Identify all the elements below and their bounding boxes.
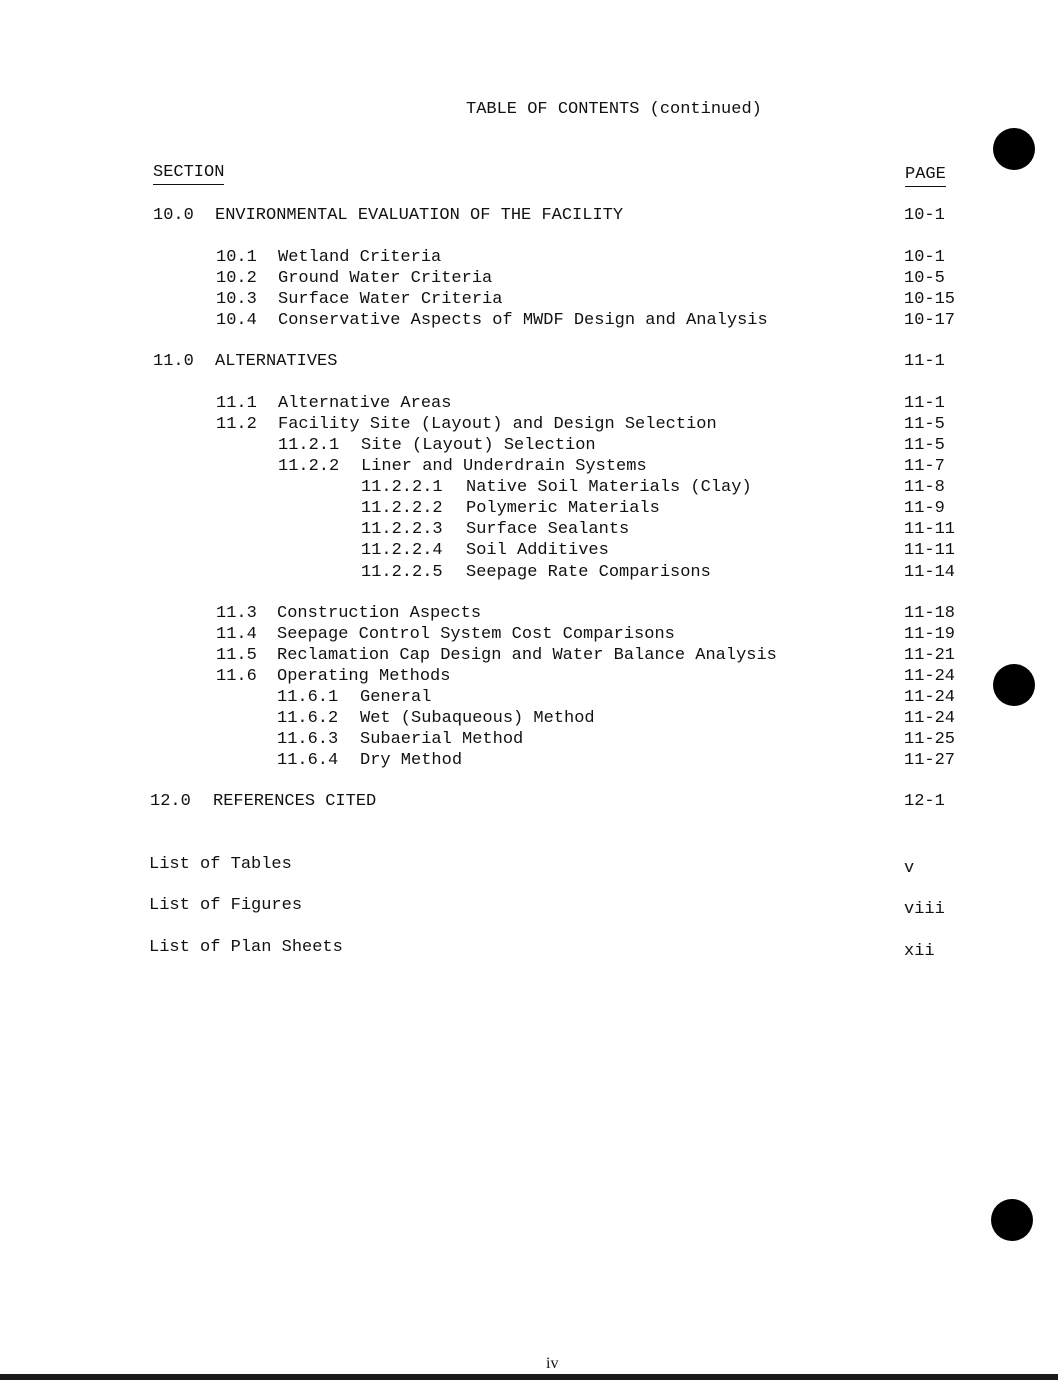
toc-entry (0, 729, 1058, 751)
entry-page: 11-19 (904, 625, 956, 644)
toc-entry (0, 519, 1058, 541)
entry-page: 11-8 (904, 478, 945, 497)
page-header: PAGE (905, 165, 946, 184)
entry-number: 10.4 (216, 311, 257, 330)
toc-entry (0, 393, 1058, 415)
entry-number: 11.2 (216, 415, 257, 434)
entry-page: 11-1 (904, 394, 945, 413)
entry-title: Reclamation Cap Design and Water Balance Analysis (277, 646, 777, 665)
section-header: SECTION (153, 163, 224, 182)
toc-entry (0, 708, 1058, 730)
entry-title: Operating Methods (277, 667, 451, 686)
entry-title: Wetland Criteria (278, 248, 442, 267)
entry-page: 11-1 (904, 352, 945, 371)
entry-number: 11.2.2 (278, 457, 340, 476)
entry-number: 11.6.1 (277, 688, 339, 707)
entry-page: viii (904, 900, 945, 919)
toc-entry (0, 498, 1058, 520)
punch-hole-bottom (991, 1199, 1033, 1241)
entry-title: Facility Site (Layout) and Design Selection (278, 415, 717, 434)
entry-number: 11.2.2.5 (361, 563, 443, 582)
entry-title: Construction Aspects (277, 604, 482, 623)
entry-page: 12-1 (904, 792, 945, 811)
entry-page: 11-25 (904, 730, 956, 749)
punch-hole-top (993, 128, 1035, 170)
entry-title: Dry Method (360, 751, 463, 770)
toc-entry (0, 205, 1058, 227)
scan-edge (0, 1374, 1058, 1380)
entry-page: 11-5 (904, 436, 945, 455)
entry-title: Ground Water Criteria (278, 269, 493, 288)
entry-title: Soil Additives (466, 541, 609, 560)
entry-title: Native Soil Materials (Clay) (466, 478, 752, 497)
entry-page: 11-24 (904, 688, 956, 707)
entry-page: 11-11 (904, 541, 956, 560)
entry-title: ENVIRONMENTAL EVALUATION OF THE FACILITY (215, 206, 624, 225)
entry-page: 10-5 (904, 269, 945, 288)
entry-title: Wet (Subaqueous) Method (360, 709, 595, 728)
entry-number: 11.2.2.4 (361, 541, 443, 560)
entry-number: 10.0 (153, 206, 194, 225)
entry-title: General (360, 688, 432, 707)
entry-number: 11.6.4 (277, 751, 339, 770)
entry-number: 11.2.2.1 (361, 478, 443, 497)
toc-entry (0, 351, 1058, 373)
entry-page: 11-18 (904, 604, 956, 623)
entry-number: 11.1 (216, 394, 257, 413)
toc-entry (0, 477, 1058, 499)
toc-entry (0, 645, 1058, 667)
entry-number: 11.2.2.2 (361, 499, 443, 518)
toc-entry (0, 247, 1058, 269)
entry-title: ALTERNATIVES (215, 352, 338, 371)
entry-number: 11.3 (216, 604, 257, 623)
entry-title: Seepage Rate Comparisons (466, 563, 711, 582)
toc-entry (0, 791, 1058, 813)
toc-entry (0, 456, 1058, 478)
entry-page: v (904, 859, 915, 878)
entry-page: 11-21 (904, 646, 956, 665)
entry-number: 12.0 (150, 792, 191, 811)
toc-entry (0, 268, 1058, 290)
entry-number: 10.2 (216, 269, 257, 288)
toc-entry (0, 435, 1058, 457)
entry-page: 10-17 (904, 311, 956, 330)
punch-hole-middle (993, 664, 1035, 706)
entry-title: Polymeric Materials (466, 499, 660, 518)
entry-page: 10-1 (904, 248, 945, 267)
entry-number: 11.4 (216, 625, 257, 644)
entry-number: 11.0 (153, 352, 194, 371)
entry-number: 11.5 (216, 646, 257, 665)
entry-number: 11.6.2 (277, 709, 339, 728)
entry-title: Conservative Aspects of MWDF Design and Analysis (278, 311, 768, 330)
entry-number: 11.2.1 (278, 436, 340, 455)
toc-entry (0, 624, 1058, 646)
entry-title: Subaerial Method (360, 730, 524, 749)
toc-entry (0, 687, 1058, 709)
entry-number: 11.2.2.3 (361, 520, 443, 539)
page-number: iv (546, 1355, 559, 1372)
entry-page: 11-7 (904, 457, 945, 476)
entry-number: 10.3 (216, 290, 257, 309)
toc-entry (0, 310, 1058, 332)
toc-list-entry (0, 937, 1058, 959)
entry-page: 11-27 (904, 751, 956, 770)
entry-title: REFERENCES CITED (213, 792, 377, 811)
entry-title: List of Figures (149, 896, 303, 915)
entry-page: 11-24 (904, 709, 956, 728)
toc-list-entry (0, 854, 1058, 876)
entry-page: 10-15 (904, 290, 956, 309)
entry-title: Surface Water Criteria (278, 290, 503, 309)
entry-title: List of Plan Sheets (149, 938, 343, 957)
toc-entry (0, 414, 1058, 436)
entry-page: 11-14 (904, 563, 956, 582)
entry-title: List of Tables (149, 855, 292, 874)
toc-list-entry (0, 895, 1058, 917)
toc-entry (0, 562, 1058, 584)
toc-entry (0, 289, 1058, 311)
entry-title: Alternative Areas (278, 394, 452, 413)
page-title: TABLE OF CONTENTS (continued) (466, 100, 762, 119)
entry-page: 11-24 (904, 667, 956, 686)
entry-page: 11-11 (904, 520, 956, 539)
entry-page: 11-5 (904, 415, 945, 434)
entry-page: 10-1 (904, 206, 945, 225)
toc-entry (0, 540, 1058, 562)
entry-title: Surface Sealants (466, 520, 630, 539)
entry-title: Seepage Control System Cost Comparisons (277, 625, 675, 644)
entry-title: Liner and Underdrain Systems (361, 457, 647, 476)
entry-number: 10.1 (216, 248, 257, 267)
toc-entry (0, 603, 1058, 625)
entry-page: 11-9 (904, 499, 945, 518)
toc-entry (0, 750, 1058, 772)
entry-number: 11.6.3 (277, 730, 339, 749)
entry-title: Site (Layout) Selection (361, 436, 596, 455)
entry-page: xii (904, 942, 935, 961)
entry-number: 11.6 (216, 667, 257, 686)
toc-entry (0, 666, 1058, 688)
